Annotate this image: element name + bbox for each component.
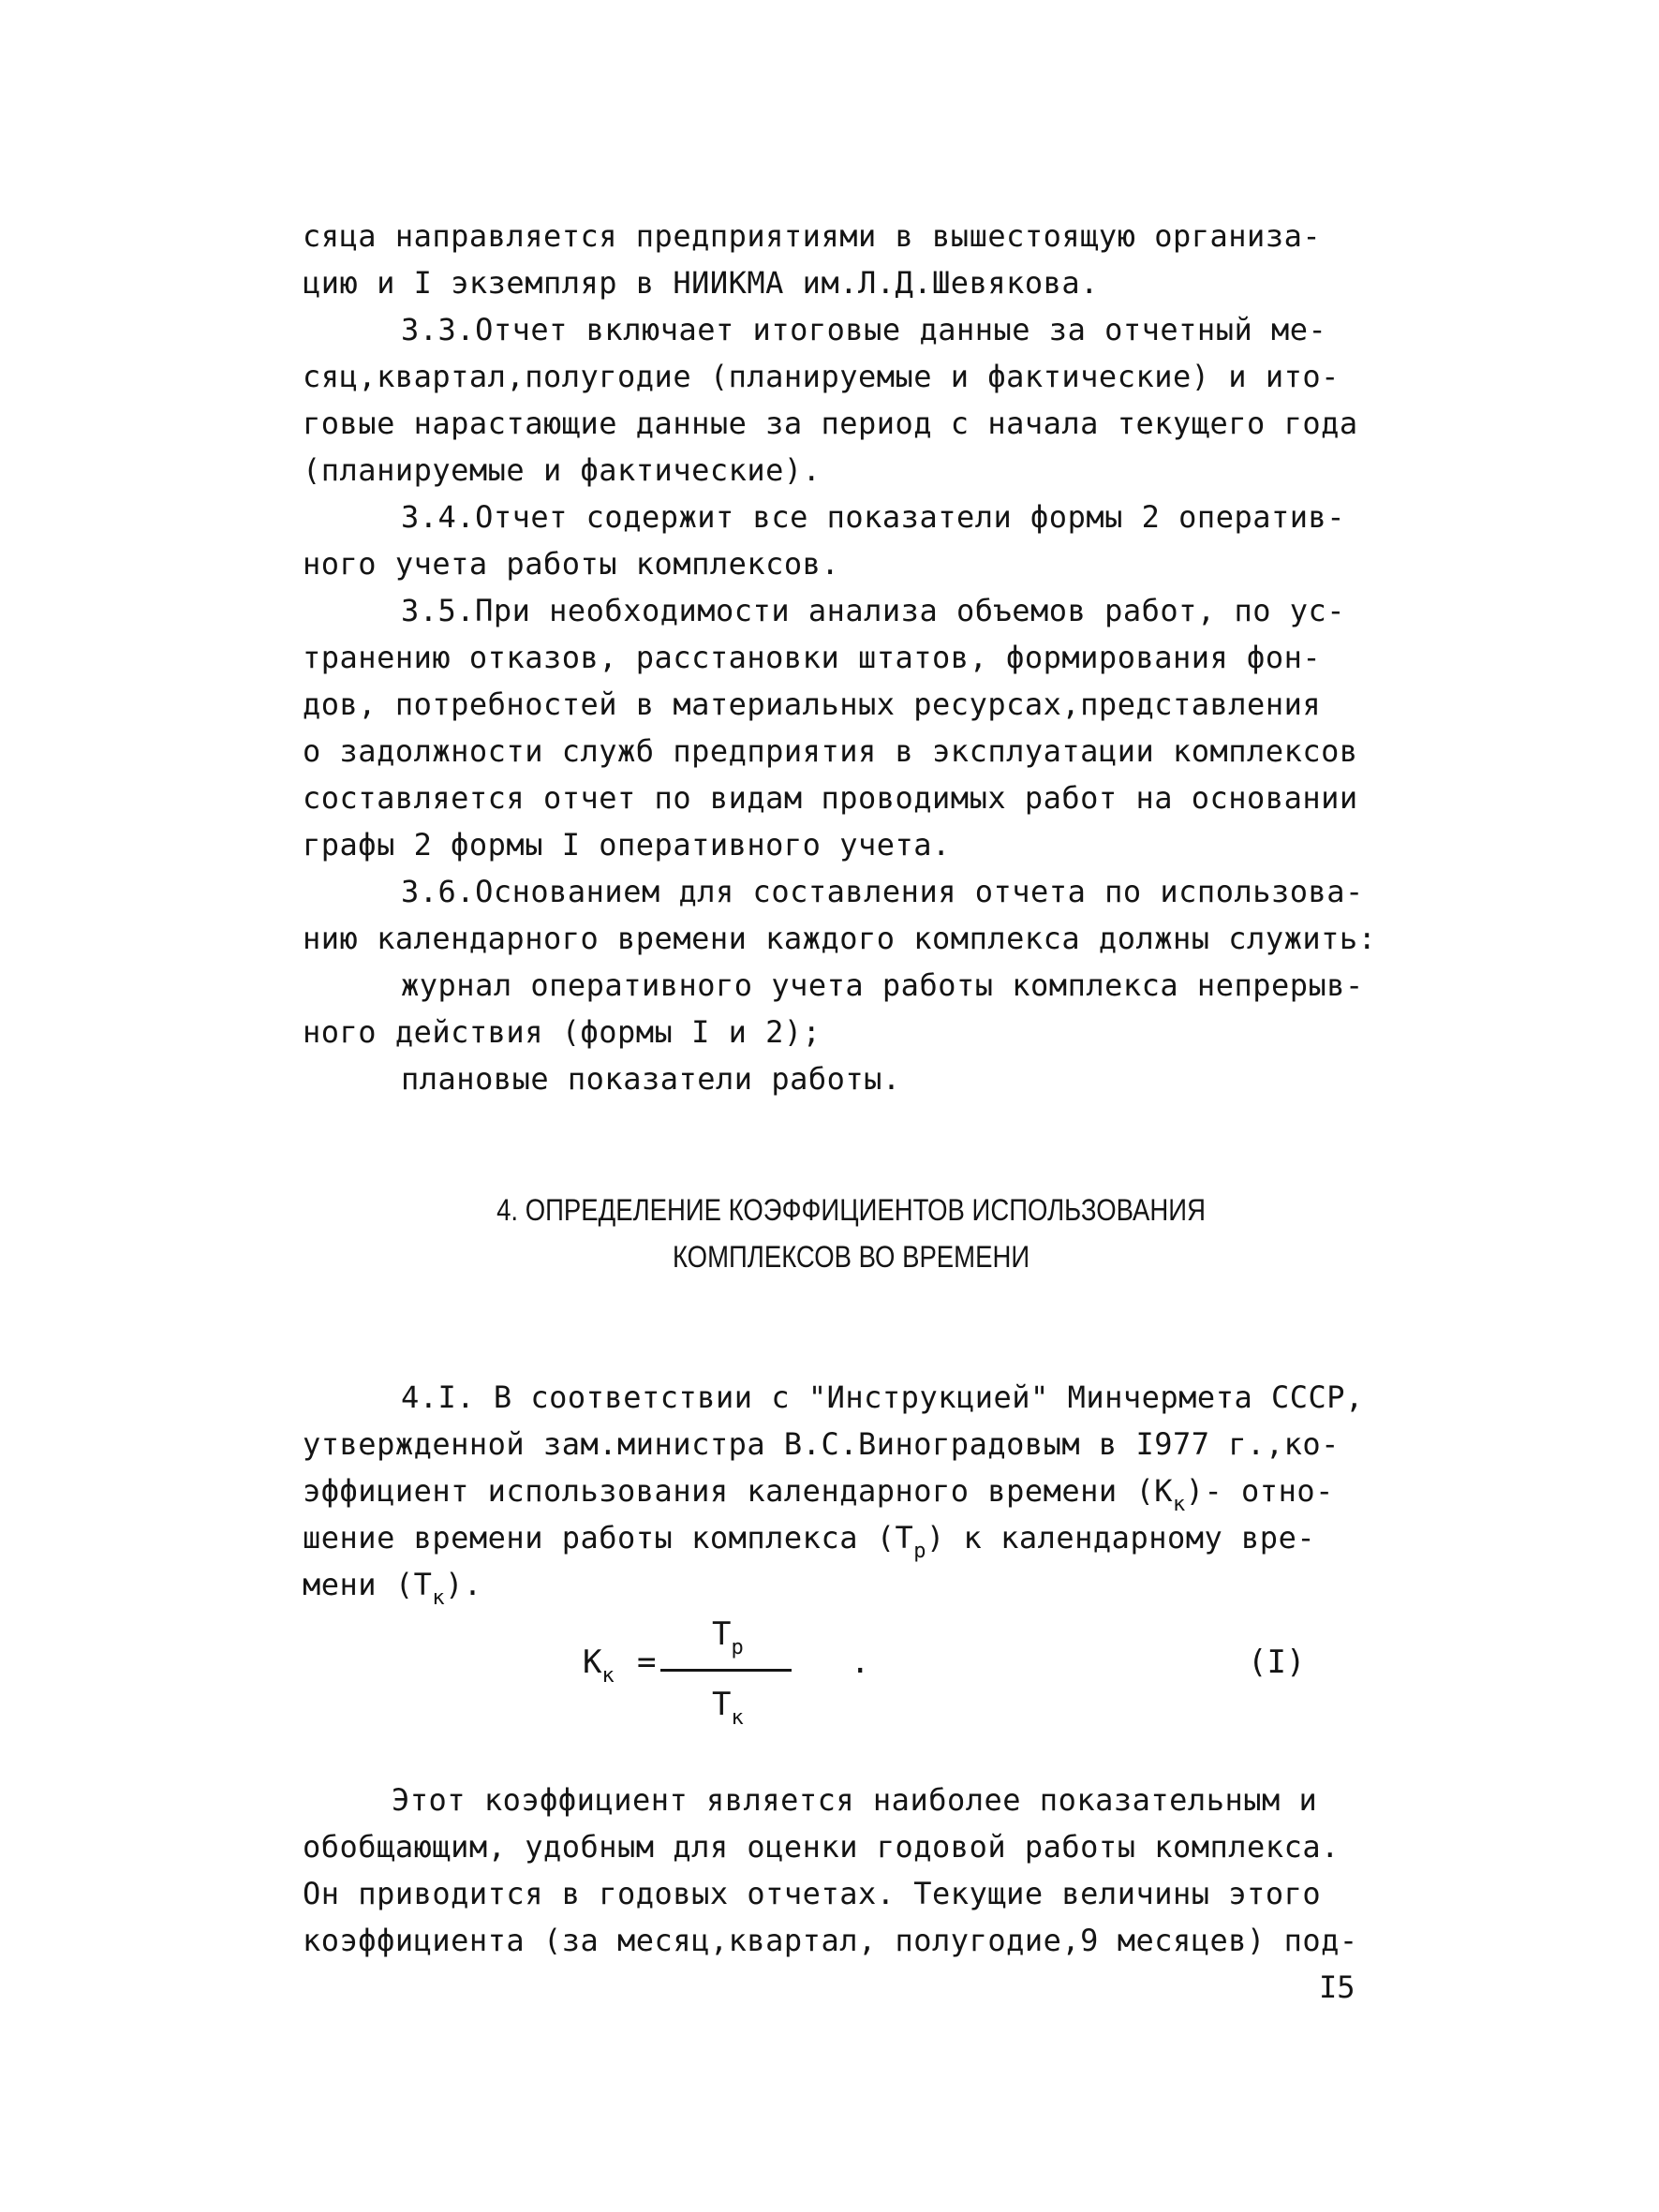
text-line: (планируемые и фактические). [303,452,822,488]
text-line: графы 2 формы I оперативного учета. [303,827,951,863]
text-line: ного учета работы комплексов. [303,546,840,582]
text-line: эффициент использования календарного времени $(K_к)-$ отно- [303,1473,1334,1516]
text-line: мени $(T_к)$. [303,1567,482,1610]
text-line: Этот коэффициент является наиболее показательным и [392,1782,1318,1818]
text-line: транению отказов, расстановки штатов, формирования фон- [303,640,1322,675]
text-line: 3.3.Отчет включает итоговые данные за отчетный ме- [401,312,1327,347]
fraction-bar [660,1669,792,1672]
text-line: журнал оперативного учета работы комплекса непрерыв- [401,967,1364,1003]
text-line: Он приводится в годовых отчетах. Текущие величины этого [303,1876,1322,1911]
text-line: обобщающим, удобным для оценки годовой работы комплекса. [303,1829,1340,1865]
text-line: шение времени работы комплекса $(T_р)$ к календарному вре- [303,1520,1316,1563]
text-line: коэффициента (за месяц,квартал, полугодие,9 месяцев) под- [303,1923,1358,1958]
page-number: I5 [1319,1969,1355,2005]
formula-dot: . [851,1644,870,1681]
text-line: ного действия (формы I и 2); [303,1014,822,1050]
text-line: 3.4.Отчет содержит все показатели формы 2 оператив- [401,499,1346,535]
text-line: 3.6.Основанием для составления отчета по использова- [401,874,1364,909]
formula-denominator: $T_к$ [712,1686,744,1730]
formula-numerator: $T_р$ [712,1615,744,1659]
formula-number: (I) [1248,1644,1306,1681]
text-line: цию и I экземпляр в НИИКМА им.Л.Д.Шевякова. [303,265,1099,301]
formula-equals: = [637,1644,657,1681]
text-line: плановые показатели работы. [401,1061,901,1097]
text-line: о задолжности служб предприятия в эксплуатации комплексов [303,733,1358,769]
text-line: нию календарного времени каждого комплекса должны служить: [303,921,1377,956]
text-line: 3.5.При необходимости анализа объемов работ, по ус- [401,593,1346,628]
section-heading-line-2: КОМПЛЕКСОВ ВО ВРЕМЕНИ [672,1240,1030,1274]
text-line: утвержденной зам.министра В.С.Виноградовым в I977 г.,ко- [303,1426,1340,1462]
text-line: дов, потребностей в материальных ресурсах,представления [303,686,1322,722]
text-line: 4.I. В соответствии с "Инструкцией" Минчермета СССР, [401,1379,1364,1415]
text-line: сяц,квартал,полугодие (планируемые и фактические) и ито- [303,359,1340,394]
text-line: составляется отчет по видам проводимых работ на основании [303,780,1358,816]
formula-lhs: $K_к$ [583,1644,615,1688]
text-line: сяца направляется предприятиями в вышестоящую организа- [303,218,1322,254]
text-line: говые нарастающие данные за период с начала текущего года [303,406,1358,441]
section-heading-line-1: 4. ОПРЕДЕЛЕНИЕ КОЭФФИЦИЕНТОВ ИСПОЛЬЗОВАНИЯ [496,1193,1206,1227]
